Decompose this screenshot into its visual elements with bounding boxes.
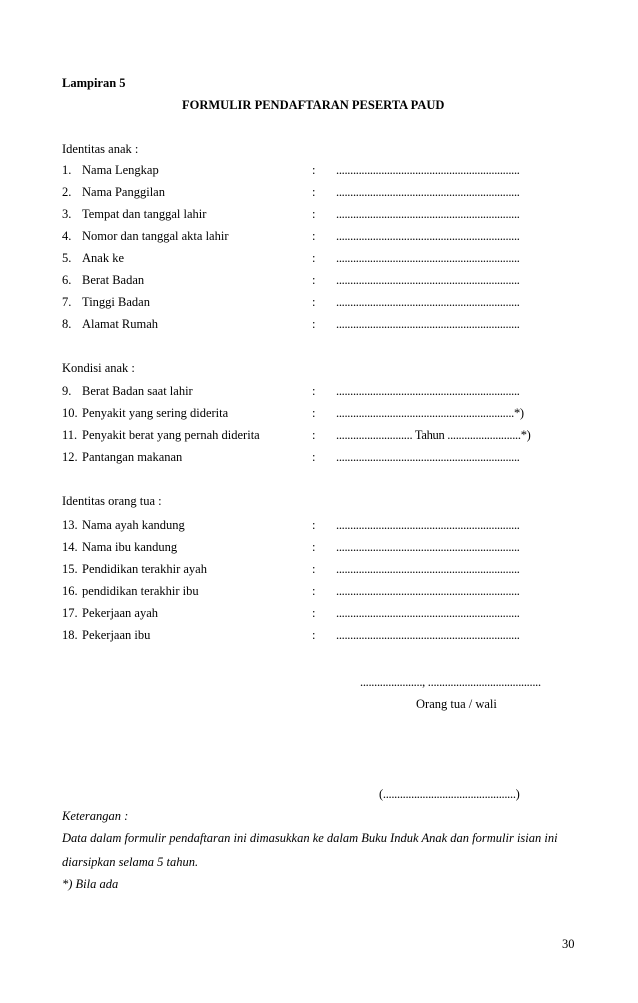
form-row-nickname <box>62 185 582 199</box>
row-number: 2. <box>62 185 72 199</box>
footnote: *) Bila ada <box>62 877 119 891</box>
row-colon: : <box>312 540 316 554</box>
section-heading-child-identity: Identitas anak : <box>62 142 139 156</box>
row-label: Nama Panggilan <box>82 185 165 199</box>
notes-line-1: Data dalam formulir pendaftaran ini dimasukkan ke dalam Buku Induk Anak dan formulir isian ini <box>62 831 558 845</box>
row-label: Nomor dan tanggal akta lahir <box>82 229 229 243</box>
form-row-frequent-illness <box>62 406 582 420</box>
row-number: 3. <box>62 207 72 221</box>
page-number: 30 <box>562 937 575 951</box>
row-colon: : <box>312 606 316 620</box>
form-row-address <box>62 317 582 331</box>
section-heading-parent-identity: Identitas orang tua : <box>62 494 162 508</box>
row-colon: : <box>312 273 316 287</box>
row-number: 13. <box>62 518 78 532</box>
row-colon: : <box>312 518 316 532</box>
row-colon: : <box>312 562 316 576</box>
row-colon: : <box>312 207 316 221</box>
row-label: Nama ibu kandung <box>82 540 178 554</box>
fill-in-field[interactable]: ................................................................. <box>336 163 520 177</box>
row-label: Nama ayah kandung <box>82 518 185 532</box>
form-row-mother-occupation <box>62 628 582 642</box>
row-label: Pendidikan terakhir ayah <box>82 562 207 576</box>
row-label: Tinggi Badan <box>82 295 150 309</box>
signature-name-line[interactable]: (...............................................) <box>379 787 520 801</box>
row-number: 8. <box>62 317 72 331</box>
fill-in-field[interactable]: ................................................................. <box>336 273 520 287</box>
row-colon: : <box>312 428 316 442</box>
form-row-birth-place-date <box>62 207 582 221</box>
row-label: Pekerjaan ayah <box>82 606 159 620</box>
signature-place-date[interactable]: ......................, ........................................ <box>360 675 541 689</box>
section-heading-child-condition: Kondisi anak : <box>62 361 135 375</box>
row-number: 11. <box>62 428 78 442</box>
fill-in-field[interactable]: ................................................................. <box>336 207 520 221</box>
form-row-father-name <box>62 518 582 532</box>
fill-in-field[interactable]: ................................................................. <box>336 295 520 309</box>
row-label: Pekerjaan ibu <box>82 628 151 642</box>
row-colon: : <box>312 185 316 199</box>
fill-in-field[interactable]: ...............................................................*) <box>336 406 524 420</box>
form-row-full-name <box>62 163 582 177</box>
row-label: Alamat Rumah <box>82 317 159 331</box>
row-colon: : <box>312 317 316 331</box>
form-row-child-order <box>62 251 582 265</box>
row-colon: : <box>312 229 316 243</box>
form-row-father-occupation <box>62 606 582 620</box>
fill-in-field[interactable]: ................................................................. <box>336 229 520 243</box>
row-number: 18. <box>62 628 78 642</box>
appendix-label: Lampiran 5 <box>62 76 126 90</box>
fill-in-field[interactable]: ................................................................. <box>336 450 520 464</box>
notes-line-2: diarsipkan selama 5 tahun. <box>62 855 199 869</box>
form-row-mother-name <box>62 540 582 554</box>
form-row-height <box>62 295 582 309</box>
row-number: 14. <box>62 540 78 554</box>
form-row-birth-weight <box>62 384 582 398</box>
row-number: 15. <box>62 562 78 576</box>
row-label: Penyakit berat yang pernah diderita <box>82 428 260 442</box>
form-title: FORMULIR PENDAFTARAN PESERTA PAUD <box>182 98 445 112</box>
row-label: Berat Badan saat lahir <box>82 384 193 398</box>
row-number: 10. <box>62 406 78 420</box>
row-colon: : <box>312 584 316 598</box>
form-row-weight <box>62 273 582 287</box>
row-label: Penyakit yang sering diderita <box>82 406 229 420</box>
row-label: pendidikan terakhir ibu <box>82 584 199 598</box>
row-colon: : <box>312 406 316 420</box>
form-row-birth-certificate <box>62 229 582 243</box>
fill-in-field[interactable]: ................................................................. <box>336 251 520 265</box>
row-label: Pantangan makanan <box>82 450 183 464</box>
signature-role: Orang tua / wali <box>416 697 497 711</box>
row-number: 12. <box>62 450 78 464</box>
fill-in-field[interactable]: ................................................................. <box>336 606 520 620</box>
row-number: 17. <box>62 606 78 620</box>
row-number: 1. <box>62 163 72 177</box>
fill-in-field[interactable]: ................................................................. <box>336 317 520 331</box>
fill-in-field[interactable]: ................................................................. <box>336 185 520 199</box>
row-number: 7. <box>62 295 72 309</box>
row-colon: : <box>312 251 316 265</box>
fill-in-field[interactable]: ................................................................. <box>336 384 520 398</box>
form-row-serious-illness <box>62 428 582 442</box>
fill-in-field[interactable]: ........................... Tahun ..........................*) <box>336 428 531 442</box>
row-number: 16. <box>62 584 78 598</box>
row-number: 4. <box>62 229 72 243</box>
row-label: Berat Badan <box>82 273 145 287</box>
row-colon: : <box>312 295 316 309</box>
fill-in-field[interactable]: ................................................................. <box>336 518 520 532</box>
fill-in-field[interactable]: ................................................................. <box>336 584 520 598</box>
notes-heading: Keterangan : <box>62 809 129 823</box>
row-number: 5. <box>62 251 72 265</box>
row-label: Tempat dan tanggal lahir <box>82 207 207 221</box>
row-number: 6. <box>62 273 72 287</box>
row-colon: : <box>312 628 316 642</box>
row-label: Anak ke <box>82 251 124 265</box>
row-label: Nama Lengkap <box>82 163 159 177</box>
form-row-mother-education <box>62 584 582 598</box>
row-colon: : <box>312 384 316 398</box>
form-row-father-education <box>62 562 582 576</box>
row-colon: : <box>312 450 316 464</box>
fill-in-field[interactable]: ................................................................. <box>336 562 520 576</box>
row-colon: : <box>312 163 316 177</box>
form-row-food-restriction <box>62 450 582 464</box>
fill-in-field[interactable]: ................................................................. <box>336 628 520 642</box>
row-number: 9. <box>62 384 72 398</box>
fill-in-field[interactable]: ................................................................. <box>336 540 520 554</box>
